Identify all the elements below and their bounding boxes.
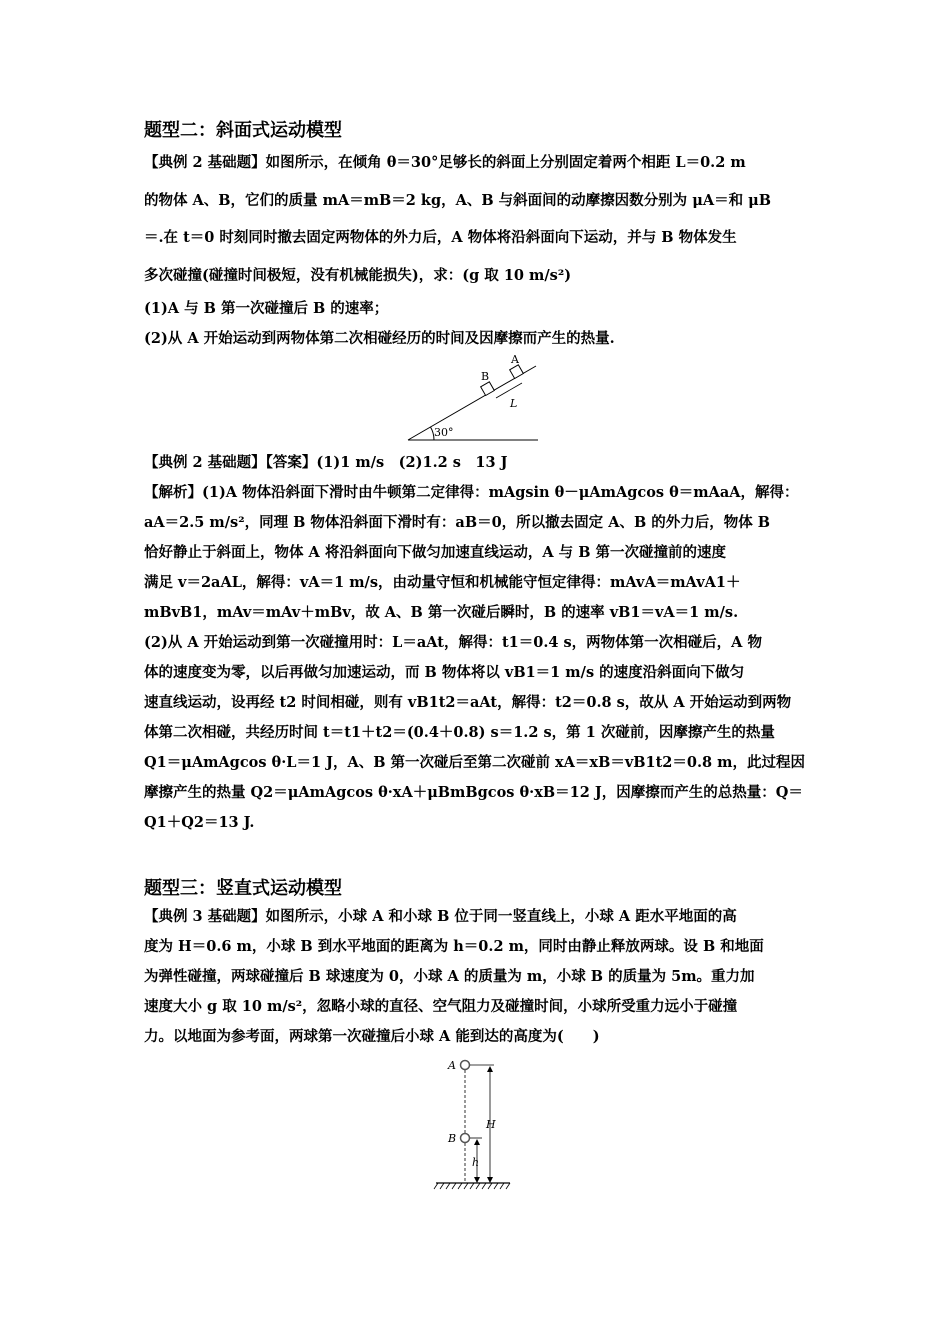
label-b: B <box>481 370 490 383</box>
solution-line: 摩擦产生的热量 Q2＝μAmAgcos θ·xA＋μBmBgcos θ·xB＝12 J，因摩擦而产生的总热量：Q＝ <box>144 784 803 801</box>
solution-line: 速直线运动，设再经 t2 时间相碰，则有 vB1t2＝aAt，解得：t2＝0.8 s，故从 A 开始运动到两物 <box>144 694 792 711</box>
solution-line: mBvB1，mAv＝mAv＋mBv，故 A、B 第一次碰后瞬时，B 的速率 vB1＝vA＝1 m/s. <box>144 604 739 621</box>
problem-line: 【典例 2 基础题】如图所示，在倾角 θ＝30°足够长的斜面上分别固定着两个相距 L＝0.2 m <box>144 154 746 171</box>
label-H: H <box>486 1118 496 1131</box>
solution-line: 满足 v＝2aAL，解得：vA＝1 m/s，由动量守恒和机械能守恒定律得：mAvA＝mAvA1＋ <box>144 574 741 591</box>
section3-problem <box>144 902 808 1052</box>
label-h: h <box>472 1156 480 1169</box>
answer-line: 【典例 2 基础题】【答案】(1)1 m/s (2)1.2 s 13 J <box>144 454 508 471</box>
problem-line: 为弹性碰撞，两球碰撞后 B 球速度为 0，小球 A 的质量为 m，小球 B 的质量为 5m。重力加 <box>144 968 755 985</box>
solution-line: Q1＋Q2＝13 J. <box>144 814 255 831</box>
question-line: (1)A 与 B 第一次碰撞后 B 的速率； <box>144 300 389 317</box>
ground-hatching <box>434 1183 510 1189</box>
incline-figure <box>144 354 808 448</box>
problem-line: 【典例 3 基础题】如图所示，小球 A 和小球 B 位于同一竖直线上，小球 A 距水平地面的高 <box>144 908 737 925</box>
solution-line: 体的速度变为零，以后再做匀加速运动，而 B 物体将以 vB1＝1 m/s 的速度沿斜面向下做匀 <box>144 664 745 681</box>
problem-line: 力。以地面为参考面，两球第一次碰撞后小球 A 能到达的高度为( ) <box>144 1028 600 1045</box>
label-ball-b: B <box>448 1132 457 1145</box>
problem-line: 度为 H＝0.6 m，小球 B 到水平地面的距离为 h＝0.2 m，同时由静止释放两球。设 B 和地面 <box>144 938 764 955</box>
ball-a <box>461 1061 470 1070</box>
angle-label: 30° <box>434 426 454 439</box>
ball-b <box>461 1134 470 1143</box>
block-b <box>481 382 495 396</box>
question-line: (2)从 A 开始运动到两物体第二次相碰经历的时间及因摩擦而产生的热量. <box>144 330 615 347</box>
label-ball-a: A <box>448 1059 456 1072</box>
solution-line: 体第二次相碰，共经历时间 t＝t1＋t2＝(0.4＋0.8) s＝1.2 s，第 1 次碰前，因摩擦产生的热量 <box>144 724 775 741</box>
solution-line: 恰好静止于斜面上，物体 A 将沿斜面向下做匀加速直线运动，A 与 B 第一次碰撞前的速度 <box>144 544 726 561</box>
block-a <box>510 365 524 379</box>
solution-line: (2)从 A 开始运动到第一次碰撞用时：L＝aAt，解得：t1＝0.4 s，两物体第一次相碰后，A 物 <box>144 634 762 651</box>
section3-title: 题型三：竖直式运动模型 <box>144 878 342 899</box>
label-a: A <box>511 354 519 366</box>
problem-line: 的物体 A、B，它们的质量 mA＝mB＝2 kg，A、B 与斜面间的动摩擦因数分别为 μA＝和 μB <box>144 191 771 209</box>
section2-problem <box>144 144 808 354</box>
solution-line: 【解析】(1)A 物体沿斜面下滑时由牛顿第二定律得：mAgsin θ－μAmAgcos θ＝mAaA，解得： <box>144 484 799 501</box>
vertical-drop-figure <box>144 1052 808 1202</box>
problem-line: 速度大小 g 取 10 m/s²，忽略小球的直径、空气阻力及碰撞时间，小球所受重力远小于碰撞 <box>144 998 738 1015</box>
section2-title: 题型二：斜面式运动模型 <box>144 120 342 141</box>
solution-line: Q1＝μAmAgcos θ·L＝1 J，A、B 第一次碰后至第二次碰前 xA＝xB＝vB1t2＝0.8 m，此过程因 <box>144 754 806 771</box>
problem-line: ＝.在 t＝0 时刻同时撤去固定两物体的外力后，A 物体将沿斜面向下运动，并与 B 物体发生 <box>144 229 737 246</box>
distance-arrow <box>496 383 522 398</box>
problem-line: 多次碰撞(碰撞时间极短，没有机械能损失)，求：(g 取 10 m/s²) <box>144 266 572 284</box>
page-content <box>144 118 808 1202</box>
section-gap <box>144 838 808 876</box>
section2-answer-block <box>144 448 808 838</box>
label-l: L <box>510 397 518 410</box>
solution-line: aA＝2.5 m/s²，同理 B 物体沿斜面下滑时有：aB＝0，所以撤去固定 A、B 的外力后，物体 B <box>144 514 771 531</box>
